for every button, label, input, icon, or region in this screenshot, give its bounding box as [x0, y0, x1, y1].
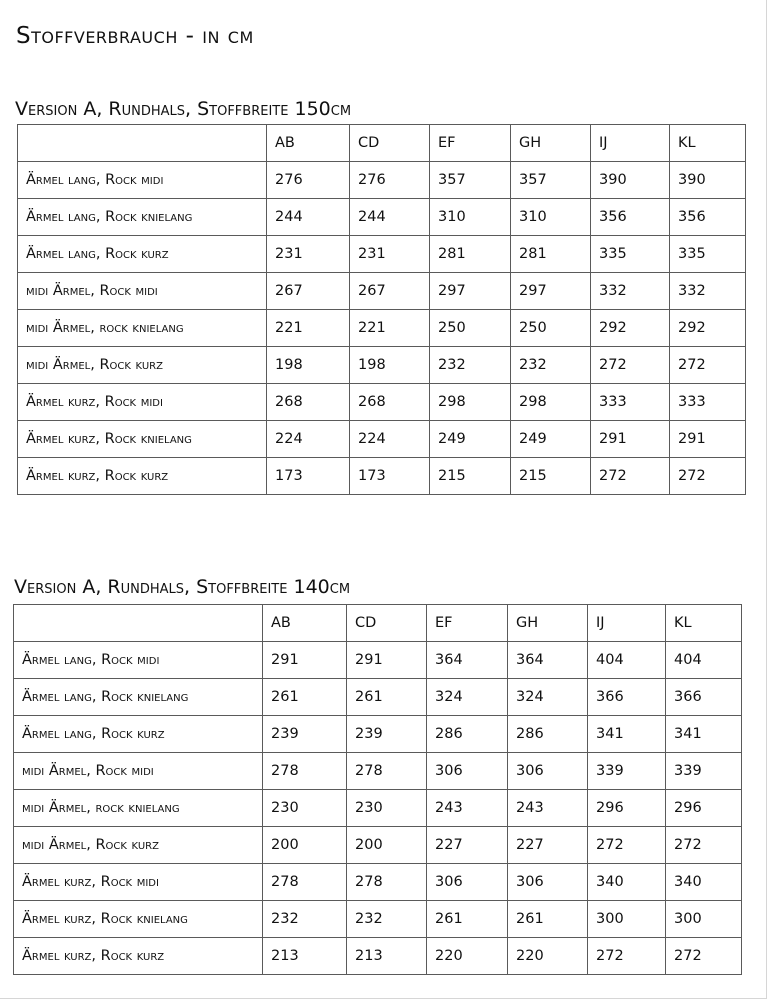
value-cell: 173 — [267, 458, 350, 495]
value-cell: 244 — [267, 199, 350, 236]
value-cell: 390 — [591, 162, 670, 199]
value-cell: 173 — [350, 458, 430, 495]
value-cell: 281 — [430, 236, 511, 273]
value-cell: 267 — [267, 273, 350, 310]
value-cell: 339 — [666, 753, 742, 790]
value-cell: 272 — [588, 827, 666, 864]
value-cell: 306 — [508, 864, 588, 901]
row-label: Ärmel lang, Rock midi — [18, 162, 267, 199]
value-cell: 220 — [508, 938, 588, 975]
value-cell: 224 — [350, 421, 430, 458]
value-cell: 332 — [591, 273, 670, 310]
value-cell: 230 — [347, 790, 427, 827]
value-cell: 300 — [666, 901, 742, 938]
value-cell: 366 — [588, 679, 666, 716]
value-cell: 224 — [267, 421, 350, 458]
value-cell: 250 — [511, 310, 591, 347]
fabric-table-150cm — [17, 124, 746, 495]
value-cell: 261 — [508, 901, 588, 938]
value-cell: 333 — [670, 384, 746, 421]
header-row — [18, 125, 746, 162]
value-cell: 276 — [267, 162, 350, 199]
table-row — [14, 901, 742, 938]
value-cell: 250 — [430, 310, 511, 347]
row-label: Ärmel lang, Rock kurz — [18, 236, 267, 273]
row-label: midi Ärmel, Rock kurz — [14, 827, 263, 864]
value-cell: 227 — [427, 827, 508, 864]
value-cell: 244 — [350, 199, 430, 236]
value-cell: 298 — [430, 384, 511, 421]
row-label: midi Ärmel, rock knielang — [14, 790, 263, 827]
value-cell: 268 — [350, 384, 430, 421]
value-cell: 306 — [508, 753, 588, 790]
table-title-150cm: Version A, Rundhals, Stoffbreite 150cm — [15, 98, 352, 120]
value-cell: 278 — [263, 753, 347, 790]
table-row — [18, 347, 746, 384]
value-cell: 357 — [511, 162, 591, 199]
value-cell: 278 — [347, 864, 427, 901]
page-title: Stoffverbrauch - in cm — [16, 23, 254, 49]
value-cell: 243 — [427, 790, 508, 827]
value-cell: 286 — [508, 716, 588, 753]
value-cell: 221 — [267, 310, 350, 347]
row-label: Ärmel kurz, Rock knielang — [14, 901, 263, 938]
table-row — [14, 790, 742, 827]
column-header: EF — [430, 125, 511, 162]
value-cell: 272 — [670, 347, 746, 384]
value-cell: 232 — [430, 347, 511, 384]
table-row — [18, 458, 746, 495]
column-header: KL — [666, 605, 742, 642]
value-cell: 340 — [588, 864, 666, 901]
value-cell: 364 — [508, 642, 588, 679]
value-cell: 310 — [430, 199, 511, 236]
column-header: CD — [350, 125, 430, 162]
row-label: Ärmel kurz, Rock kurz — [14, 938, 263, 975]
value-cell: 198 — [267, 347, 350, 384]
row-label: Ärmel kurz, Rock midi — [18, 384, 267, 421]
row-label: midi Ärmel, rock knielang — [18, 310, 267, 347]
value-cell: 356 — [670, 199, 746, 236]
value-cell: 249 — [511, 421, 591, 458]
table-row — [18, 199, 746, 236]
fabric-table-140cm — [13, 604, 742, 975]
value-cell: 239 — [263, 716, 347, 753]
value-cell: 272 — [666, 938, 742, 975]
row-label: Ärmel kurz, Rock knielang — [18, 421, 267, 458]
value-cell: 366 — [666, 679, 742, 716]
value-cell: 297 — [511, 273, 591, 310]
value-cell: 324 — [508, 679, 588, 716]
value-cell: 332 — [670, 273, 746, 310]
table-row — [18, 236, 746, 273]
table-row — [14, 716, 742, 753]
value-cell: 341 — [666, 716, 742, 753]
column-header: GH — [511, 125, 591, 162]
value-cell: 292 — [670, 310, 746, 347]
value-cell: 200 — [263, 827, 347, 864]
value-cell: 213 — [263, 938, 347, 975]
column-header: GH — [508, 605, 588, 642]
column-header: AB — [263, 605, 347, 642]
value-cell: 340 — [666, 864, 742, 901]
value-cell: 200 — [347, 827, 427, 864]
value-cell: 291 — [347, 642, 427, 679]
value-cell: 268 — [267, 384, 350, 421]
value-cell: 333 — [591, 384, 670, 421]
value-cell: 335 — [670, 236, 746, 273]
row-label: midi Ärmel, Rock midi — [18, 273, 267, 310]
table-title-140cm: Version A, Rundhals, Stoffbreite 140cm — [14, 576, 351, 598]
value-cell: 243 — [508, 790, 588, 827]
value-cell: 231 — [267, 236, 350, 273]
value-cell: 356 — [591, 199, 670, 236]
row-label: Ärmel lang, Rock knielang — [14, 679, 263, 716]
column-header: KL — [670, 125, 746, 162]
value-cell: 232 — [347, 901, 427, 938]
value-cell: 364 — [427, 642, 508, 679]
row-label: midi Ärmel, Rock kurz — [18, 347, 267, 384]
value-cell: 298 — [511, 384, 591, 421]
table-row — [18, 421, 746, 458]
column-header: EF — [427, 605, 508, 642]
row-label: midi Ärmel, Rock midi — [14, 753, 263, 790]
value-cell: 296 — [588, 790, 666, 827]
value-cell: 306 — [427, 753, 508, 790]
value-cell: 306 — [427, 864, 508, 901]
value-cell: 278 — [347, 753, 427, 790]
value-cell: 296 — [666, 790, 742, 827]
value-cell: 215 — [430, 458, 511, 495]
value-cell: 404 — [666, 642, 742, 679]
row-label: Ärmel lang, Rock midi — [14, 642, 263, 679]
value-cell: 291 — [263, 642, 347, 679]
value-cell: 261 — [427, 901, 508, 938]
value-cell: 390 — [670, 162, 746, 199]
value-cell: 272 — [666, 827, 742, 864]
value-cell: 300 — [588, 901, 666, 938]
table-row — [14, 827, 742, 864]
value-cell: 213 — [347, 938, 427, 975]
value-cell: 215 — [511, 458, 591, 495]
value-cell: 261 — [263, 679, 347, 716]
value-cell: 276 — [350, 162, 430, 199]
table-row — [14, 679, 742, 716]
value-cell: 239 — [347, 716, 427, 753]
header-row — [14, 605, 742, 642]
value-cell: 291 — [591, 421, 670, 458]
table-row — [18, 273, 746, 310]
value-cell: 272 — [588, 938, 666, 975]
row-label: Ärmel kurz, Rock midi — [14, 864, 263, 901]
table-row — [14, 753, 742, 790]
value-cell: 341 — [588, 716, 666, 753]
value-cell: 231 — [350, 236, 430, 273]
value-cell: 292 — [591, 310, 670, 347]
table-row — [18, 162, 746, 199]
column-header: CD — [347, 605, 427, 642]
table-row — [14, 864, 742, 901]
value-cell: 357 — [430, 162, 511, 199]
value-cell: 339 — [588, 753, 666, 790]
row-label: Ärmel kurz, Rock kurz — [18, 458, 267, 495]
value-cell: 272 — [591, 347, 670, 384]
value-cell: 324 — [427, 679, 508, 716]
value-cell: 232 — [263, 901, 347, 938]
row-label: Ärmel lang, Rock knielang — [18, 199, 267, 236]
table-row — [14, 642, 742, 679]
value-cell: 297 — [430, 273, 511, 310]
table-row — [18, 310, 746, 347]
value-cell: 272 — [670, 458, 746, 495]
value-cell: 404 — [588, 642, 666, 679]
row-label: Ärmel lang, Rock kurz — [14, 716, 263, 753]
value-cell: 291 — [670, 421, 746, 458]
value-cell: 267 — [350, 273, 430, 310]
value-cell: 232 — [511, 347, 591, 384]
value-cell: 272 — [591, 458, 670, 495]
value-cell: 221 — [350, 310, 430, 347]
value-cell: 310 — [511, 199, 591, 236]
value-cell: 227 — [508, 827, 588, 864]
table-row — [14, 938, 742, 975]
value-cell: 198 — [350, 347, 430, 384]
column-header: AB — [267, 125, 350, 162]
value-cell: 230 — [263, 790, 347, 827]
value-cell: 281 — [511, 236, 591, 273]
value-cell: 335 — [591, 236, 670, 273]
value-cell: 261 — [347, 679, 427, 716]
value-cell: 286 — [427, 716, 508, 753]
column-header: IJ — [588, 605, 666, 642]
column-header: IJ — [591, 125, 670, 162]
header-corner-cell — [14, 605, 263, 642]
header-corner-cell — [18, 125, 267, 162]
table-row — [18, 384, 746, 421]
value-cell: 249 — [430, 421, 511, 458]
value-cell: 278 — [263, 864, 347, 901]
value-cell: 220 — [427, 938, 508, 975]
